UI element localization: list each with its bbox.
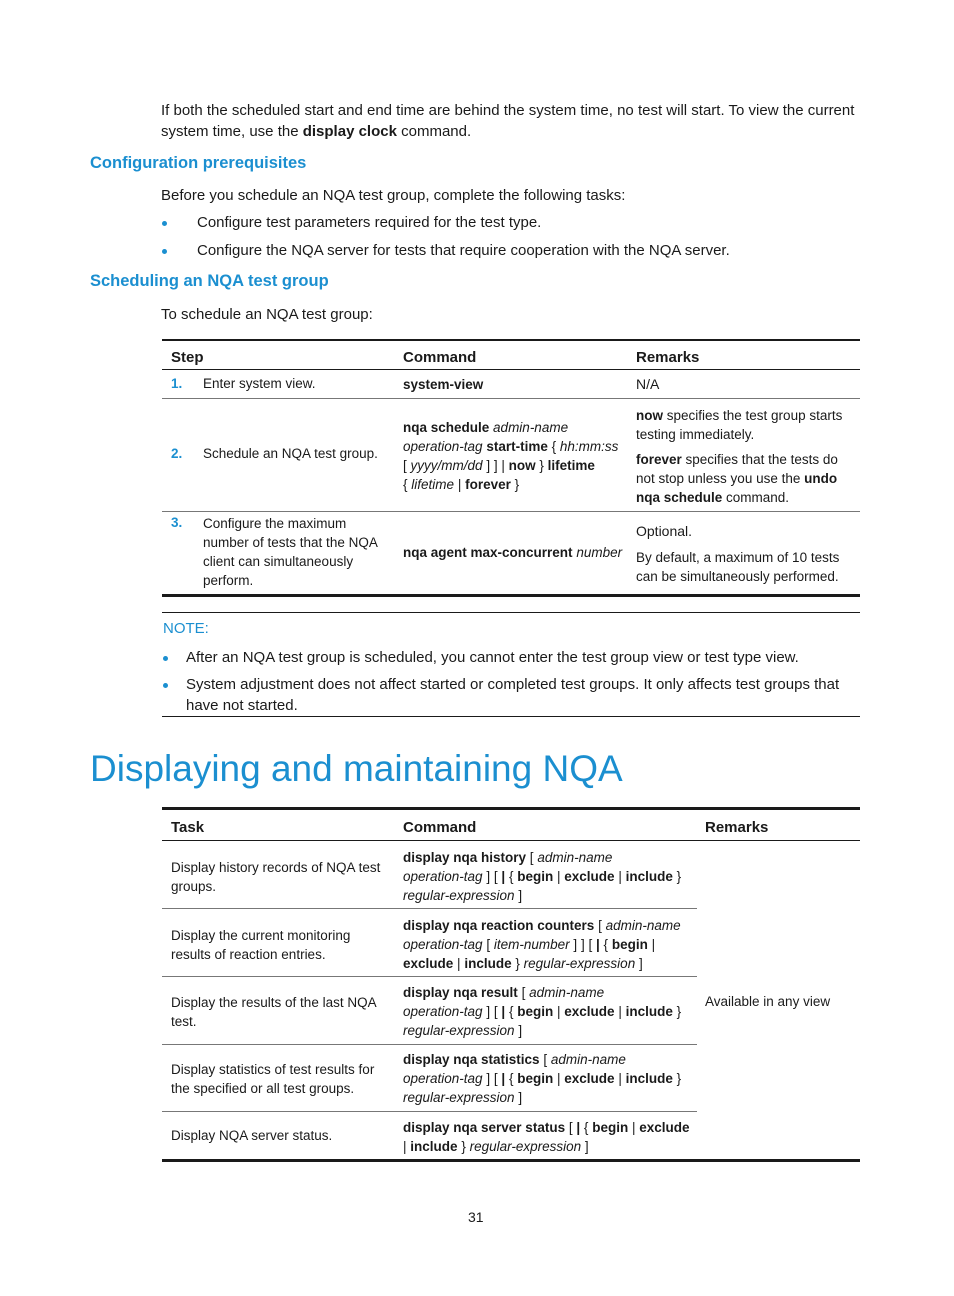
cmd-brace: } (676, 1004, 682, 1019)
cmd-arg: operation-tag (403, 1071, 483, 1086)
step-number: 1. (171, 376, 183, 391)
task-text: Display the current monitoring results of reaction entries. (171, 928, 351, 962)
cmd-keyword: exclude (639, 1120, 690, 1135)
task-text: Display history records of NQA test groups. (171, 860, 381, 894)
cmd-keyword: lifetime (547, 458, 595, 473)
header-command: Command (403, 349, 477, 366)
task-text: Display the results of the last NQA test. (171, 995, 376, 1029)
display-history-command (403, 848, 695, 905)
prereq-item-2: Configure the NQA server for tests that require cooperation with the NQA server. (197, 242, 730, 259)
remarks-text: command. (722, 490, 790, 505)
cmd-arg: admin-name (605, 918, 681, 933)
cmd-brace: { (508, 1004, 514, 1019)
bullet-icon (162, 249, 167, 254)
table-top-rule (162, 807, 860, 810)
cmd-brace: { (551, 439, 557, 454)
cmd-keyword: begin (517, 869, 554, 884)
header-remarks: Remarks (705, 819, 769, 836)
note-top-rule (162, 612, 860, 613)
display-statistics-command (403, 1050, 695, 1107)
cmd-bracket: [ (529, 850, 534, 865)
step-number: 3. (171, 515, 183, 530)
cmd-bracket: ] (584, 1139, 589, 1154)
row-divider (162, 908, 697, 909)
cmd-pipe: | (501, 869, 506, 884)
cmd-keyword: begin (517, 1004, 554, 1019)
intro-line-1: If both the scheduled start and end time are behind the system time, no test will start. To view the current (161, 102, 855, 119)
cmd-keyword: exclude (564, 1004, 615, 1019)
cmd-bracket: ] (518, 1090, 523, 1105)
cmd-keyword: include (464, 956, 512, 971)
cmd-pipe: | (556, 1071, 561, 1086)
bullet-icon (163, 656, 168, 661)
cmd-pipe: | (631, 1120, 636, 1135)
row-divider (162, 1044, 697, 1045)
cmd-pipe: | (501, 1004, 506, 1019)
prereq-lead: Before you schedule an NQA test group, complete the following tasks: (161, 187, 626, 204)
page-number: 31 (468, 1209, 484, 1225)
bullet-icon (163, 683, 168, 688)
display-reaction-command (403, 916, 695, 973)
cmd-pipe: | (618, 869, 622, 884)
step-text: Configure the maximum number of tests that the NQA client can simultaneously perform. (203, 516, 378, 588)
cmd-arg: item-number (493, 937, 570, 952)
cmd-bracket: ] (580, 937, 585, 952)
cmd-brace: } (514, 477, 520, 492)
cmd-pipe: | (403, 1139, 407, 1154)
cmd-keyword: include (410, 1139, 458, 1154)
table-top-rule (162, 339, 860, 341)
cmd-keyword: begin (517, 1071, 554, 1086)
cmd-bracket: [ (493, 1004, 498, 1019)
cmd-keyword: display nqa statistics (403, 1052, 540, 1067)
display-result-command (403, 983, 695, 1040)
remarks-optional: Optional. (636, 523, 693, 539)
step-text: Schedule an NQA test group. (203, 446, 378, 461)
cmd-pipe: | (501, 1071, 506, 1086)
cmd-brace: { (403, 477, 408, 492)
display-clock-command: display clock (302, 123, 397, 140)
max-concurrent-command (403, 545, 622, 560)
prereq-heading: Configuration prerequisites (90, 154, 307, 172)
cmd-bracket: ] (518, 888, 523, 903)
header-step: Step (171, 349, 204, 366)
remarks-forever (636, 450, 854, 507)
intro-paragraph (161, 100, 871, 142)
cmd-pipe: | (618, 1004, 622, 1019)
cmd-keyword: include (625, 1004, 673, 1019)
cmd-brace: } (676, 1071, 682, 1086)
table-bottom-rule (162, 1159, 860, 1162)
note-label: NOTE: (163, 620, 209, 637)
remarks-text: specifies that the tests do not stop unless you use the (636, 452, 838, 486)
cmd-keyword: begin (592, 1120, 629, 1135)
cmd-bracket: [ (486, 937, 491, 952)
cmd-bracket: [ (568, 1120, 573, 1135)
cmd-arg: operation-tag (403, 439, 483, 454)
cmd-brace: { (583, 1120, 589, 1135)
note-item-2: System adjustment does not affect started or completed test groups. It only affects test groups that have not started. (186, 676, 840, 714)
cmd-arg: yyyy/mm/dd (410, 458, 483, 473)
cmd-brace: } (676, 869, 682, 884)
cmd-arg: admin-name (529, 985, 605, 1000)
schedule-command (403, 418, 628, 494)
cmd-keyword: exclude (403, 956, 454, 971)
cmd-arg: admin-name (493, 420, 569, 435)
cmd-bracket: [ (493, 869, 498, 884)
task-text: Display NQA server status. (171, 1128, 333, 1143)
remarks-text: N/A (636, 376, 660, 392)
cmd-keyword: start-time (486, 439, 548, 454)
cmd-bracket: [ (521, 985, 526, 1000)
cmd-keyword: display nqa history (403, 850, 527, 865)
cmd-bracket: [ (493, 1071, 498, 1086)
header-command: Command (403, 819, 477, 836)
row-divider (162, 1111, 697, 1112)
cmd-arg: lifetime (411, 477, 455, 492)
remarks-keyword: undo nqa schedule (636, 471, 838, 505)
cmd-keyword: forever (465, 477, 511, 492)
cmd-brace: } (539, 458, 544, 473)
row-divider (162, 511, 860, 512)
cmd-arg: regular-expression (403, 888, 515, 903)
cmd-pipe: | (651, 937, 656, 952)
remarks-keyword: forever (636, 452, 682, 467)
cmd-pipe: | (556, 869, 561, 884)
cmd-bracket: [ (543, 1052, 548, 1067)
table-header-rule (162, 840, 860, 841)
table-bottom-rule (162, 594, 860, 597)
cmd-bracket: ] (486, 1071, 491, 1086)
cmd-bracket: ] (573, 937, 578, 952)
display-server-status-command (403, 1118, 695, 1156)
row-divider (162, 398, 860, 399)
cmd-keyword: now (508, 458, 536, 473)
cmd-arg: admin-name (550, 1052, 626, 1067)
header-task: Task (171, 819, 205, 836)
cmd-arg: number (576, 545, 623, 560)
note-bottom-rule (162, 716, 860, 717)
remarks-any-view: Available in any view (705, 994, 831, 1009)
cmd-bracket: ] (518, 1023, 523, 1038)
cmd-keyword: nqa schedule (403, 420, 490, 435)
cmd-keyword: exclude (564, 1071, 615, 1086)
section-title: Displaying and maintaining NQA (90, 748, 623, 789)
remarks-default: By default, a maximum of 10 tests can be simultaneously performed. (636, 550, 840, 584)
cmd-arg: admin-name (537, 850, 613, 865)
cmd-pipe: | (596, 937, 600, 952)
cmd-arg: hh:mm:ss (559, 439, 619, 454)
cmd-pipe: | (576, 1120, 581, 1135)
row-divider (162, 976, 697, 977)
cmd-keyword: include (625, 869, 673, 884)
remarks-now (636, 406, 854, 444)
cmd-brace: } (461, 1139, 466, 1154)
step-text: Enter system view. (203, 376, 316, 391)
cmd-bracket: ] ] | (486, 458, 505, 473)
prereq-item-1: Configure test parameters required for the test type. (197, 214, 542, 231)
cmd-arg: regular-expression (469, 1139, 582, 1154)
cmd-brace: { (603, 937, 609, 952)
cmd-keyword: begin (611, 937, 648, 952)
cmd-pipe: | (618, 1071, 622, 1086)
cmd-brace: } (515, 956, 520, 971)
schedule-lead: To schedule an NQA test group: (161, 306, 373, 323)
cmd-arg: regular-expression (403, 1090, 515, 1105)
intro-text: system time, use the (161, 123, 303, 140)
cmd-keyword: display nqa result (403, 985, 518, 1000)
cmd-bracket: ] (486, 869, 491, 884)
cmd-brace: { (508, 1071, 514, 1086)
cmd-keyword: display nqa reaction counters (403, 918, 595, 933)
cmd-arg: regular-expression (403, 1023, 515, 1038)
cmd-bracket: ] (486, 1004, 491, 1019)
cmd-pipe: | (556, 1004, 561, 1019)
cmd-bracket: ] (638, 956, 643, 971)
step-number: 2. (171, 446, 183, 461)
cmd-bracket: [ (588, 937, 593, 952)
cmd-arg: operation-tag (403, 869, 483, 884)
cmd-arg: regular-expression (523, 956, 636, 971)
table-header-rule (162, 369, 860, 370)
task-text: Display statistics of test results for the specified or all test groups. (171, 1062, 375, 1096)
header-remarks: Remarks (636, 349, 700, 366)
cmd-keyword: exclude (564, 869, 615, 884)
cmd-brace: { (508, 869, 514, 884)
note-item-1: After an NQA test group is scheduled, you cannot enter the test group view or test type view. (186, 649, 799, 666)
cmd-bracket: [ (598, 918, 602, 933)
intro-line-2 (161, 121, 871, 142)
remarks-keyword: now (636, 408, 663, 423)
cmd-keyword: nqa agent max-concurrent (403, 545, 573, 560)
command-text: system-view (403, 377, 484, 392)
cmd-pipe: | (457, 956, 461, 971)
bullet-icon (162, 221, 167, 226)
cmd-arg: operation-tag (403, 937, 483, 952)
cmd-keyword: include (625, 1071, 673, 1086)
schedule-heading: Scheduling an NQA test group (90, 272, 329, 290)
cmd-arg: operation-tag (403, 1004, 483, 1019)
intro-text-end: command. (396, 123, 472, 140)
cmd-bracket: [ (403, 458, 407, 473)
cmd-keyword: display nqa server status (403, 1120, 566, 1135)
remarks-text: specifies the test group starts testing immediately. (636, 408, 843, 442)
cmd-pipe: | (457, 477, 462, 492)
